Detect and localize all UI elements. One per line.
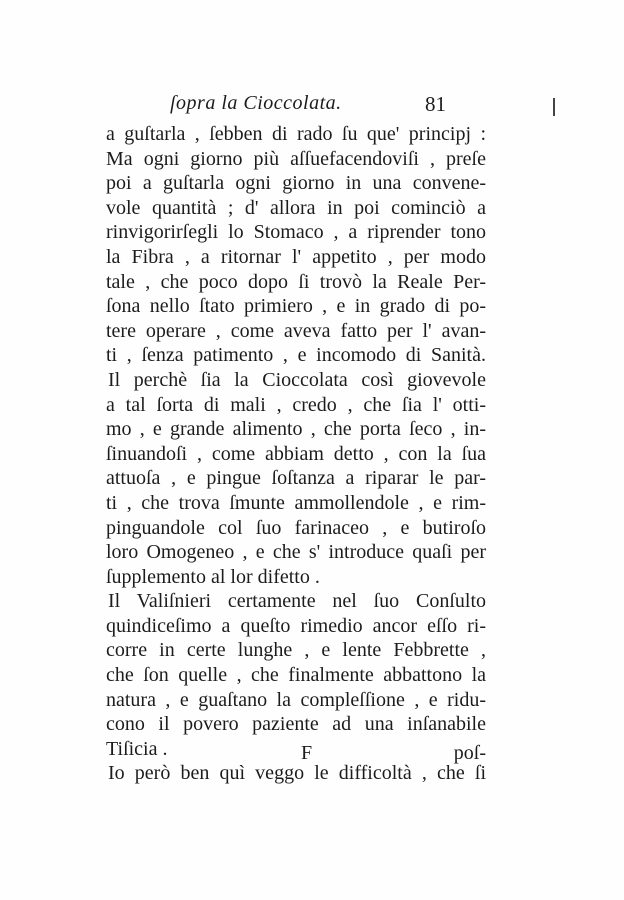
body-text xyxy=(106,122,486,786)
text-line: rinvigorirſegli lo Stomaco , a riprender tono xyxy=(106,221,486,244)
page-footer xyxy=(106,742,486,768)
text-line: quindiceſimo a queſto rimedio ancor eſſo ri- xyxy=(106,614,486,637)
text-line: ſupplemento al lor difetto . xyxy=(106,565,320,588)
signature-mark: F xyxy=(301,742,313,764)
text-line: corre in certe lunghe , e lente Febbrette , xyxy=(106,639,486,662)
text-line: tale , che poco dopo ſi trovò la Reale Per- xyxy=(106,270,486,293)
text-line: attuoſa , e pingue ſoſtanza a riparar le par- xyxy=(106,467,486,490)
paragraph-start-line: Il Valiſnieri certamente nel ſuo Conſulto xyxy=(108,590,486,613)
catchword: poſ- xyxy=(453,742,486,764)
text-line: ti , che trova ſmunte ammollendole , e rim- xyxy=(106,491,486,514)
text-line: a tal ſorta di mali , credo , che ſia l' otti- xyxy=(106,393,486,416)
text-line: mo , e grande alimento , che porta ſeco , in- xyxy=(106,418,486,441)
text-line: pinguandole col ſuo farinaceo , e butiroſo xyxy=(106,516,486,539)
text-line: che ſon quelle , che finalmente abbattono la xyxy=(106,664,486,687)
text-line: Tiſicia . xyxy=(106,737,168,760)
running-head xyxy=(150,92,490,122)
running-title: ſopra la Cioccolata. xyxy=(170,92,342,114)
text-line: loro Omogeneo , e che s' introduce quaſi per xyxy=(106,541,486,564)
paragraph-start-line: Il perchè ſia la Cioccolata così giovevole xyxy=(108,368,486,391)
text-line: cono il povero paziente ad una inſanabile xyxy=(106,713,486,736)
text-line: a guſtarla , ſebben di rado ſu que' principj : xyxy=(106,123,486,145)
text-line: ti , ſenza patimento , e incomodo di Sanità. xyxy=(106,344,486,367)
text-line: ſinuandoſi , come abbiam detto , con la ſua xyxy=(106,442,486,465)
text-line: la Fibra , a ritornar l' appetito , per modo xyxy=(106,245,486,268)
paragraph-start-line: Io però ben quì veggo le difficoltà , che ſi xyxy=(108,762,486,785)
text-line: ſona nello ſtato primiero , e in grado di po- xyxy=(106,295,486,318)
page-number: 81 xyxy=(425,92,446,116)
text-line: Ma ogni giorno più aſſuefacendoviſi , preſe xyxy=(106,147,486,170)
text-line: natura , e guaſtano la compleſſione , e ridu- xyxy=(106,688,486,711)
text-line: tere operare , come aveva fatto per l' avan- xyxy=(106,319,486,342)
margin-mark xyxy=(553,98,555,116)
text-line: poi a guſtarla ogni giorno in una convene- xyxy=(106,172,486,195)
text-line: vole quantità ; d' allora in poi cominciò a xyxy=(106,196,486,219)
